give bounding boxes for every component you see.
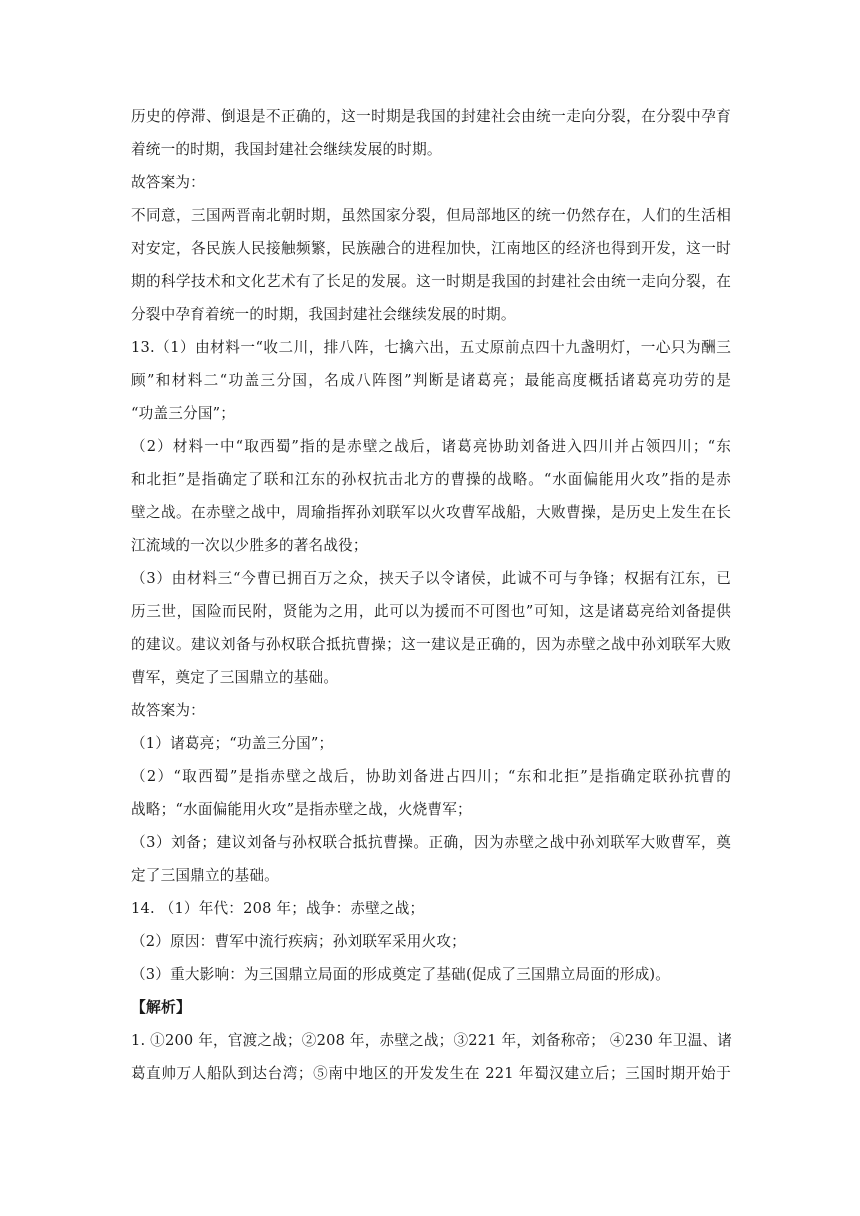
text-line: 对安定，各民族人民接触频繁，民族融合的进程加快，江南地区的经济也得到开发，这一时: [131, 240, 731, 257]
text-line: （1）诸葛亮；“功盖三分国”；: [131, 735, 334, 752]
text-line: 曹军，奠定了三国鼎立的基础。: [131, 669, 339, 686]
text-line: （3）刘备；建议刘备与孙权联合抵抗曹操。正确，因为赤壁之战中孙刘联军大败曹军，奠: [131, 834, 731, 851]
text-line: 分裂中孕育着统一的时期，我国封建社会继续发展的时期。: [131, 306, 516, 323]
text-line: （2）“取西蜀”是指赤壁之战后，协助刘备进占四川；“东和北拒”是指确定联孙抗曹的: [131, 768, 731, 785]
text-line: 13.（1）由材料一“收二川，排八阵，七擒六出，五丈原前点四十九盏明灯，一心只为酬三: [131, 339, 731, 356]
text-line: “功盖三分国”；: [131, 405, 236, 422]
text-line: 葛直帅万人船队到达台湾；⑤南中地区的开发发生在 221 年蜀汉建立后；三国时期开始于: [131, 1065, 731, 1082]
text-line: 不同意，三国两晋南北朝时期，虽然国家分裂，但局部地区的统一仍然存在，人们的生活相: [131, 207, 731, 224]
text-line: （2）材料一中“取西蜀”指的是赤壁之战后，诸葛亮协助刘备进入四川并占领四川；“东: [131, 438, 731, 455]
text-line: （2）原因：曹军中流行疾病；孙刘联军采用火攻；: [131, 933, 466, 950]
text-line: 14. （1）年代：208 年；战争：赤壁之战；: [131, 900, 425, 917]
text-line: 的建议。建议刘备与孙权联合抵抗曹操；这一建议是正确的，因为赤壁之战中孙刘联军大败: [131, 636, 731, 653]
text-line: （3）重大影响：为三国鼎立局面的形成奠定了基础(促成了三国鼎立局面的形成)。: [131, 966, 671, 983]
text-line: 期的科学技术和文化艺术有了长足的发展。这一时期是我国的封建社会由统一走向分裂，在: [131, 273, 731, 290]
text-line: 和北拒”是指确定了联和江东的孙权抗击北方的曹操的战略。“水面偏能用火攻”指的是赤: [131, 471, 731, 488]
text-line: 江流域的一次以少胜多的著名战役；: [131, 537, 368, 554]
text-line: （3）由材料三“今曹已拥百万之众，挟天子以令诸侯，此诚不可与争锋；权据有江东，已: [131, 570, 731, 587]
section-heading: 【解析】: [131, 999, 191, 1016]
text-line: 历史的停滞、倒退是不正确的，这一时期是我国的封建社会由统一走向分裂，在分裂中孕育: [131, 108, 731, 125]
text-line: 历三世，国险而民附，贤能为之用，此可以为援而不可图也”可知，这是诸葛亮给刘备提供: [131, 603, 731, 620]
text-line: 故答案为：: [131, 702, 205, 719]
document-body: [131, 100, 731, 1090]
text-line: 1. ①200 年，官渡之战；②208 年，赤壁之战；③221 年，刘备称帝； ④230 年卫温、诸: [131, 1032, 732, 1049]
text-line: 故答案为：: [131, 174, 205, 191]
text-line: 着统一的时期，我国封建社会继续发展的时期。: [131, 141, 442, 158]
text-line: 壁之战。在赤壁之战中，周瑜指挥孙刘联军以火攻曹军战船，大败曹操，是历史上发生在长: [131, 504, 731, 521]
text-line: 顾”和材料二“功盖三分国，名成八阵图”判断是诸葛亮；最能高度概括诸葛亮功劳的是: [131, 372, 731, 389]
text-line: 定了三国鼎立的基础。: [131, 867, 279, 884]
text-line: 战略；“水面偏能用火攻”是指赤壁之战，火烧曹军；: [131, 801, 472, 818]
